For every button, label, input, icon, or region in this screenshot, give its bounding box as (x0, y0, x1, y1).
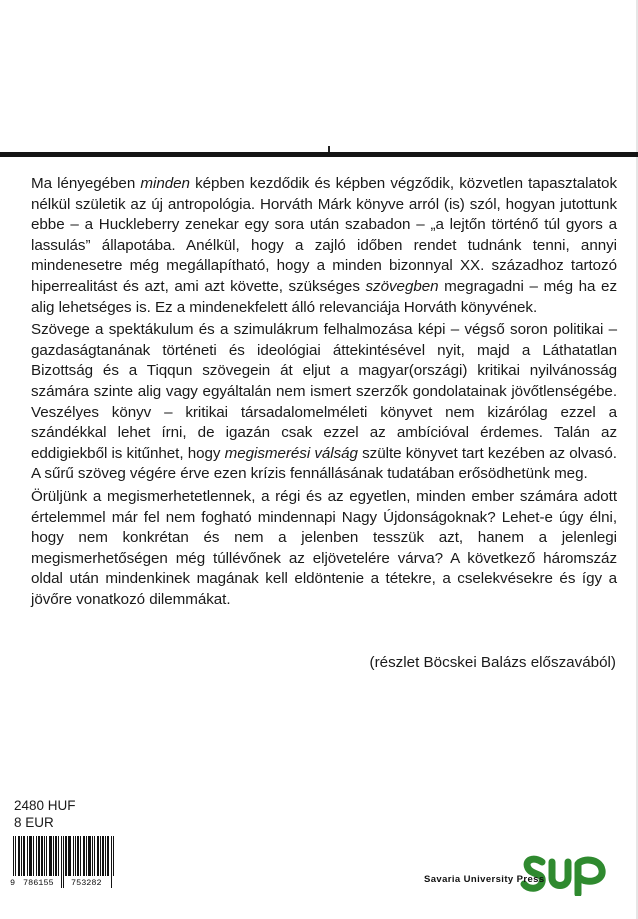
barcode-bar (70, 836, 71, 876)
barcode-digits (9, 876, 115, 890)
barcode-bar (92, 836, 93, 876)
barcode-bar (77, 836, 78, 876)
barcode-bar (36, 836, 37, 876)
barcode-bar (24, 836, 25, 876)
barcode-right-group: 753282 (71, 878, 102, 888)
publisher-name: Savaria University Press (424, 874, 545, 885)
emphasis: megismerési válság (224, 444, 358, 462)
barcode-bar (58, 836, 59, 876)
barcode-bar (53, 836, 54, 876)
emphasis: minden (140, 175, 190, 192)
barcode-bar (94, 836, 95, 876)
paragraph-1: Ma lényegében minden képben kezdődik és képben végződik, közvetlen tapasztalatok nélkül születik az új antropológia. Horváth Márk könyve arról (is) szól, hogyan jutottunk ebbe – a Huckleberry zenekar egy sora után szabadon – „a lejtőn történő túl gyors a lassulás” állapotába. Anélkül, hogy a zajló időben rendet tudnánk tenni, annyi mindenesetre még megállapítható, hogy a minden bizonnyal XX. századhoz tartozó hiperrealitást és azt, ami azt követte, szükséges szövegben megragadni – még ha ez alig lehetséges is. Ez a mindenekfelett álló relevanciája Horváth könyvének. (31, 175, 617, 316)
barcode-bar (46, 836, 47, 876)
barcode-bar (50, 836, 51, 876)
barcode-bar (66, 836, 67, 876)
barcode-bar (113, 836, 114, 876)
barcode-bar (98, 836, 99, 876)
barcode-bar (55, 836, 56, 876)
price-block (14, 797, 76, 831)
barcode-bar (27, 836, 28, 876)
barcode-bar (100, 836, 101, 876)
top-rule (0, 152, 638, 157)
barcode-bar (90, 836, 91, 876)
barcode-bar (56, 836, 57, 876)
price-huf: 2480 HUF (14, 798, 76, 813)
barcode-bar (75, 836, 76, 876)
emphasis: szövegben (365, 277, 439, 295)
barcode-bar (39, 836, 40, 876)
barcode-bar (89, 836, 90, 876)
barcode-bar (78, 836, 79, 876)
barcode-bar (84, 836, 85, 876)
barcode-bar (31, 836, 32, 876)
barcode-bar (29, 836, 30, 876)
barcode-bar (18, 836, 19, 876)
paragraph-3: Örüljünk a megismerhetetlennek, a régi és az egyetlen, minden ember számára adott értelemmel már fel nem fogható mindennapi Nagy Újdonságoknak? Lehet-e úgy élni, hogy nem konkrétan és nem a jelenben tesszük azt, hanem a jelenlegi megismerhetőségen még túllévőnek az eljövetelére várva? A következő háromszáz oldal után mindenkinek magának kell eldöntenie a tétekre, a cselekvésekre és így a jövőre vonatkozó dilemmákat. (31, 487, 617, 608)
barcode-bar (69, 836, 70, 876)
barcode-bar (33, 836, 34, 876)
publisher-logo (520, 848, 608, 896)
barcode-bar (68, 836, 69, 876)
paragraph-2: Szövege a spektákulum és a szimulákrum felhalmozása képi – végső soron politikai – gazdaságtanának történeti és ideológiai áttekintésével nyit, majd a Láthatatlan Bizottság és a Tiqqun szövegein át eljut a magyar(országi) kritikai nyilvánosság számára szinte alig vagy egyáltalán nem ismert szerzők gondolatainak jövőtlenségébe. Veszélyes könyv – kritikai társadalomelméleti könyvet nem kizárólag ezzel a szándékkal lehet írni, de igazán csak ezzel az ambícióval érdemes. Talán az eddigiekből is kitűnhet, hogy megismerési válság szülte könyvet tart kezében az olvasó. A sűrű szöveg végére érve ezen krízis fennállásának tudatában erősödhetünk meg. (31, 321, 617, 483)
barcode-bar (42, 836, 43, 876)
barcode-bar (49, 836, 50, 876)
barcode-bar (21, 836, 22, 876)
barcode-bar (73, 836, 74, 876)
blurb-text (31, 174, 617, 612)
barcode-left-group: 786155 (23, 878, 54, 888)
barcode-bar (107, 836, 108, 876)
barcode-bar (19, 836, 20, 876)
barcode-bar (86, 836, 87, 876)
barcode-bar (108, 836, 109, 876)
barcode-bar (105, 836, 106, 876)
barcode-bar (23, 836, 24, 876)
barcode-bar (41, 836, 42, 876)
barcode-bar (30, 836, 31, 876)
barcode-bar (88, 836, 89, 876)
barcode-bar (102, 836, 103, 876)
price-eur: 8 EUR (14, 815, 54, 830)
barcode-bar (65, 836, 66, 876)
barcode-bar (97, 836, 98, 876)
barcode-bar (83, 836, 84, 876)
barcode-bar (38, 836, 39, 876)
barcode-first-digit: 9 (10, 878, 16, 888)
barcode-bar (80, 836, 81, 876)
barcode-bar (44, 836, 45, 876)
attribution: (részlet Böcskei Balázs előszavából) (369, 654, 616, 671)
barcode-bar (103, 836, 104, 876)
barcode-bar (51, 836, 52, 876)
